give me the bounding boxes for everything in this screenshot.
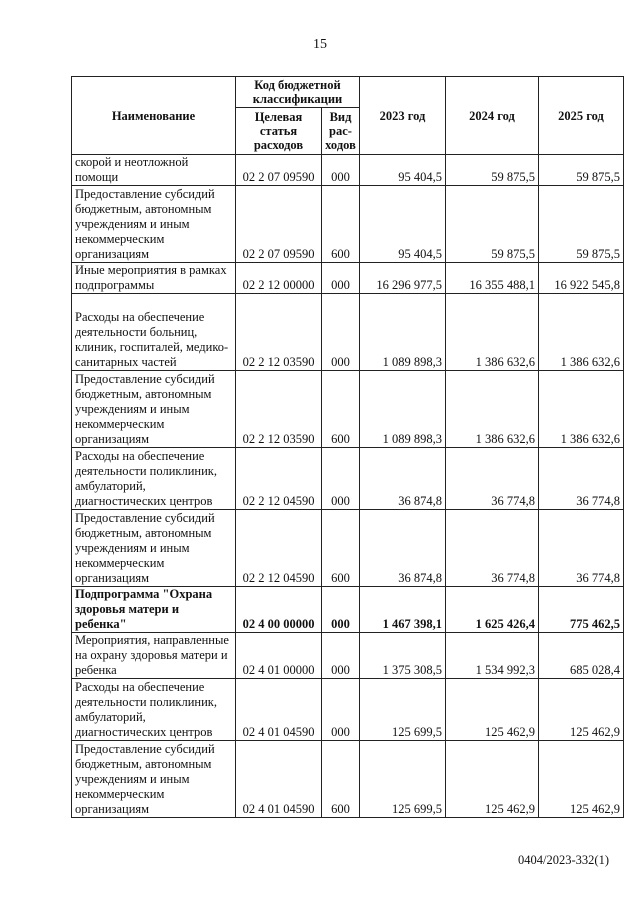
row-value-2023: 16 296 977,5	[360, 263, 446, 294]
row-value-2025: 125 462,9	[539, 741, 624, 818]
table-row	[72, 448, 624, 510]
row-value-2025: 775 462,5	[539, 587, 624, 633]
row-name: Расходы на обеспечение деятельности поликлиник, амбулаторий, диагностических центров	[72, 679, 236, 741]
header-expense-type: Вид рас-ходов	[322, 108, 360, 155]
row-value-2023: 125 699,5	[360, 741, 446, 818]
row-value-2023: 1 467 398,1	[360, 587, 446, 633]
row-target-article: 02 2 12 04590	[236, 448, 322, 510]
row-expense-type: 600	[322, 741, 360, 818]
row-value-2025: 125 462,9	[539, 679, 624, 741]
row-value-2023: 1 089 898,3	[360, 371, 446, 448]
row-name: Расходы на обеспечение деятельности поликлиник, амбулаторий, диагностических центров	[72, 448, 236, 510]
row-value-2023: 95 404,5	[360, 186, 446, 263]
table-row	[72, 510, 624, 587]
row-value-2024: 1 534 992,3	[446, 633, 539, 679]
header-year-2025: 2025 год	[539, 77, 624, 155]
row-target-article: 02 4 01 04590	[236, 679, 322, 741]
row-value-2023: 95 404,5	[360, 155, 446, 186]
row-value-2025: 36 774,8	[539, 510, 624, 587]
header-year-2024: 2024 год	[446, 77, 539, 155]
row-name: Предоставление субсидий бюджетным, автономным учреждениям и иным некоммерческим организациям	[72, 510, 236, 587]
row-value-2024: 59 875,5	[446, 186, 539, 263]
table-body	[72, 155, 624, 818]
row-target-article: 02 4 01 04590	[236, 741, 322, 818]
row-value-2024: 59 875,5	[446, 155, 539, 186]
row-name: Расходы на обеспечение деятельности больниц, клиник, госпиталей, медико-санитарных частей	[72, 294, 236, 371]
table-row	[72, 371, 624, 448]
row-target-article: 02 2 12 03590	[236, 371, 322, 448]
header-year-2023: 2023 год	[360, 77, 446, 155]
row-value-2025: 16 922 545,8	[539, 263, 624, 294]
header-code-group: Код бюджетной классификации	[236, 77, 360, 108]
page-number: 15	[313, 37, 327, 52]
row-expense-type: 600	[322, 371, 360, 448]
table-row	[72, 155, 624, 186]
table-row	[72, 263, 624, 294]
table-row	[72, 633, 624, 679]
row-expense-type: 000	[322, 263, 360, 294]
row-name: Предоставление субсидий бюджетным, автономным учреждениям и иным некоммерческим организациям	[72, 186, 236, 263]
row-value-2024: 1 386 632,6	[446, 371, 539, 448]
row-value-2024: 16 355 488,1	[446, 263, 539, 294]
row-expense-type: 000	[322, 679, 360, 741]
row-value-2023: 1 089 898,3	[360, 294, 446, 371]
table-row	[72, 186, 624, 263]
row-value-2025: 685 028,4	[539, 633, 624, 679]
row-value-2023: 36 874,8	[360, 510, 446, 587]
row-name: Предоставление субсидий бюджетным, автономным учреждениям и иным некоммерческим организациям	[72, 371, 236, 448]
row-name: Иные мероприятия в рамках подпрограммы	[72, 263, 236, 294]
header-target-article: Целевая статья расходов	[236, 108, 322, 155]
row-value-2025: 59 875,5	[539, 186, 624, 263]
row-name: Предоставление субсидий бюджетным, автономным учреждениям и иным некоммерческим организациям	[72, 741, 236, 818]
row-value-2023: 36 874,8	[360, 448, 446, 510]
row-expense-type: 600	[322, 186, 360, 263]
row-value-2025: 36 774,8	[539, 448, 624, 510]
table-row	[72, 679, 624, 741]
row-value-2025: 1 386 632,6	[539, 294, 624, 371]
row-target-article: 02 2 12 04590	[236, 510, 322, 587]
row-target-article: 02 2 07 09590	[236, 186, 322, 263]
row-value-2024: 125 462,9	[446, 679, 539, 741]
table-row	[72, 587, 624, 633]
row-value-2023: 1 375 308,5	[360, 633, 446, 679]
row-value-2024: 36 774,8	[446, 510, 539, 587]
row-name: скорой и неотложной помощи	[72, 155, 236, 186]
budget-table	[71, 76, 624, 818]
row-expense-type: 000	[322, 155, 360, 186]
row-expense-type: 000	[322, 633, 360, 679]
header-name: Наименование	[72, 77, 236, 155]
row-expense-type: 000	[322, 448, 360, 510]
row-expense-type: 000	[322, 587, 360, 633]
row-value-2024: 1 625 426,4	[446, 587, 539, 633]
document-code: 0404/2023-332(1)	[518, 853, 609, 867]
row-value-2025: 59 875,5	[539, 155, 624, 186]
row-target-article: 02 2 12 00000	[236, 263, 322, 294]
row-target-article: 02 2 07 09590	[236, 155, 322, 186]
table-row	[72, 741, 624, 818]
row-value-2024: 125 462,9	[446, 741, 539, 818]
row-target-article: 02 4 01 00000	[236, 633, 322, 679]
row-expense-type: 600	[322, 510, 360, 587]
row-value-2023: 125 699,5	[360, 679, 446, 741]
row-name: Подпрограмма "Охрана здоровья матери и ребенка"	[72, 587, 236, 633]
table-row	[72, 294, 624, 371]
row-expense-type: 000	[322, 294, 360, 371]
row-value-2024: 36 774,8	[446, 448, 539, 510]
row-target-article: 02 2 12 03590	[236, 294, 322, 371]
row-name: Мероприятия, направленные на охрану здоровья матери и ребенка	[72, 633, 236, 679]
row-value-2024: 1 386 632,6	[446, 294, 539, 371]
row-value-2025: 1 386 632,6	[539, 371, 624, 448]
row-target-article: 02 4 00 00000	[236, 587, 322, 633]
